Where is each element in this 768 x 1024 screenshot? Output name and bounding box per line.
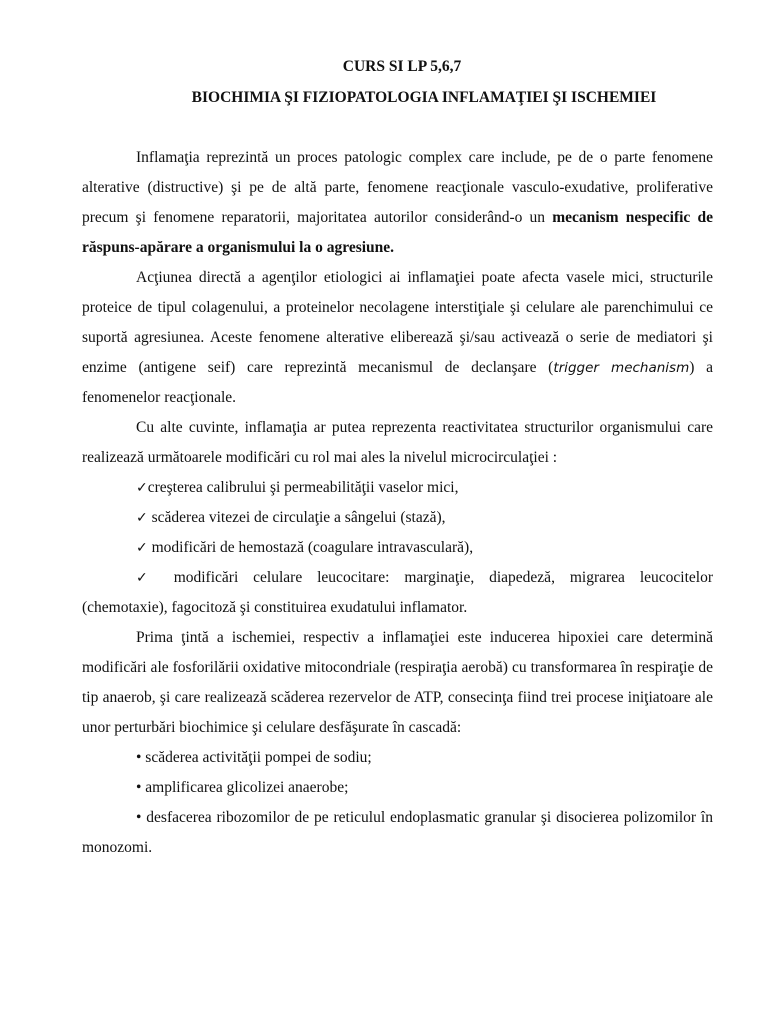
check-item-text: modificări de hemostază (coagulare intravasculară), [147,539,474,556]
check-item [82,473,713,503]
course-title: CURS SI LP 5,6,7 [342,58,462,75]
document-heading: BIOCHIMIA ŞI FIZIOPATOLOGIA INFLAMAŢIEI ŞI ISCHEMIEI [191,89,657,106]
check-item [82,503,713,533]
paragraph-etiologic-agents [82,263,713,413]
check-item-text: scăderea vitezei de circulaţie a sângelui (stază), [147,509,446,526]
paragraph-text: Acţiunea directă a agenţilor etiologici ai inflamaţiei poate afecta vasele mici, structurile proteice de tipul colagenului, a proteinelor necolagene interstiţiale şi celulare ale parenchimului ce suportă agresiunea. Aceste fenomene alterative eliberează şi/sau activează o serie de mediatori şi enzime (antigene seif) care reprezintă mecanismul de declanşare ( [82,269,713,376]
italic-term: trigger mechanism [553,360,690,376]
paragraph-ischemia [82,623,713,743]
paragraph-inflammation-definition [82,143,713,263]
bold-definition: mecanism nespecific de răspuns-apărare a organismului la o agresiune. [82,209,714,256]
check-item [82,533,713,563]
check-item-text: modificări celulare leucocitare: marginaţie, diapedeză, migrarea leucocitelor (chemotaxie), fagocitoză şi constituirea exudatului inflamator. [82,569,713,616]
checkmark-icon: ✓ [136,480,148,496]
paragraph-text: ) a fenomenelor reacţionale. [82,359,713,406]
checkmark-icon: ✓ [136,570,159,586]
checkmark-icon: ✓ [136,510,148,526]
paragraph-text: Inflamaţia reprezintă un proces patologic complex care include, pe de o parte fenomene alterative (distructive) şi pe de altă parte, fenomene reacţionale vasculo-exudative, proliferative precum şi fenomene reparatorii, majoritatea autorilor considerând-o un [82,149,713,226]
paragraph-text: Prima ţintă a ischemiei, respectiv a inflamaţiei este inducerea hipoxiei care determină modificări ale fosforilării oxidative mitocondriale (respiraţia aerobă) cu transformarea în respiraţie de tip anaerob, şi care realizează scăderea rezervelor de ATP, consecinţa fiind trei procese iniţiatoare ale unor perturbări biochimice şi celulare desfăşurate în cascadă: [82,629,713,736]
check-item-text: creşterea calibrului şi permeabilităţii vaselor mici, [147,479,459,496]
bullet-item: • amplificarea glicolizei anaerobe; [136,779,349,796]
bullet-item: • scăderea activităţii pompei de sodiu; [136,749,372,766]
check-item [82,563,713,623]
checkmark-icon: ✓ [136,540,148,556]
document-body [82,143,713,863]
bullet-item: • desfacerea ribozomilor de pe reticulul endoplasmatic granular şi disocierea polizomilor în monozomi. [82,809,713,856]
paragraph-reactivity [82,413,713,473]
paragraph-text: Cu alte cuvinte, inflamaţia ar putea reprezenta reactivitatea structurilor organismului care realizează următoarele modificări cu rol mai ales la nivelul microcirculaţiei : [82,419,713,466]
